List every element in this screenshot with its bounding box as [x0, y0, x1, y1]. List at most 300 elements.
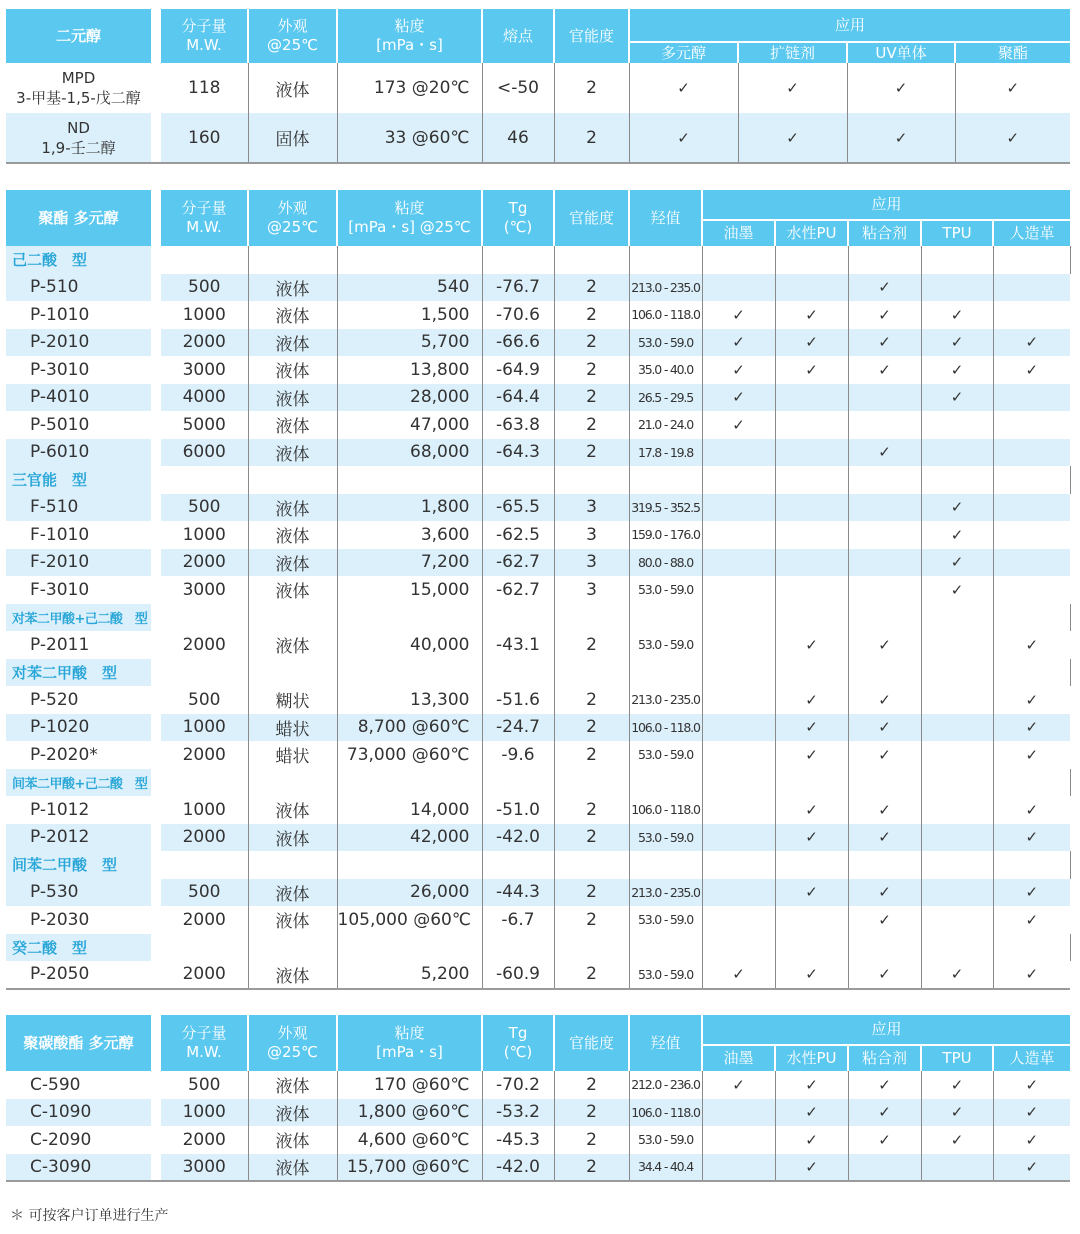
- table-title: 二元醇: [6, 9, 151, 63]
- gap-cell: [151, 384, 161, 412]
- col-mw: 分子量 M.W.: [161, 1015, 248, 1071]
- empty-cell: [921, 246, 993, 274]
- application-check: [702, 439, 775, 467]
- oh-value: 34.4 - 40.4: [629, 1154, 702, 1182]
- application-check: ✓: [702, 301, 775, 329]
- viscosity-value: 105,000 @60℃: [337, 906, 482, 934]
- col-app-tpu: TPU: [921, 1045, 993, 1071]
- oh-value: 213.0 - 235.0: [629, 686, 702, 714]
- empty-cell: [482, 246, 554, 274]
- table-row: [6, 1099, 1070, 1127]
- col-melting-point: 熔点: [482, 9, 554, 63]
- application-check: [775, 576, 848, 604]
- empty-cell: [248, 851, 337, 879]
- col-tg: Tg (℃): [482, 1015, 554, 1071]
- application-check: [775, 521, 848, 549]
- application-check: ✓: [848, 329, 921, 357]
- application-check: [848, 384, 921, 412]
- empty-cell: [921, 659, 993, 687]
- col-app-ink: 油墨: [702, 1045, 775, 1071]
- col-app-waterborne-pu: 水性PU: [775, 1045, 848, 1071]
- gap-cell: [151, 659, 161, 687]
- appearance-value: 液体: [248, 796, 337, 824]
- category-label: 三官能 型: [6, 466, 151, 494]
- appearance-value: 糊状: [248, 686, 337, 714]
- gap-cell: [151, 576, 161, 604]
- col-appearance: 外观 @25℃: [248, 190, 337, 246]
- mw-value: 2000: [161, 906, 248, 934]
- gap-cell: [151, 439, 161, 467]
- oh-value: 53.0 - 59.0: [629, 1126, 702, 1154]
- table-row: [6, 521, 1070, 549]
- empty-cell: [629, 769, 702, 797]
- oh-value: 212.0 - 236.0: [629, 1071, 702, 1099]
- empty-cell: [337, 934, 482, 962]
- viscosity-value: 26,000: [337, 879, 482, 907]
- appearance-value: 液体: [248, 824, 337, 852]
- product-name: P-2012: [6, 824, 151, 852]
- appearance-value: 液体: [248, 274, 337, 302]
- application-check: ✓: [702, 961, 775, 989]
- empty-cell: [775, 934, 848, 962]
- gap-cell: [151, 631, 161, 659]
- col-viscosity: 粘度 [mPa・s]: [337, 9, 482, 63]
- oh-value: 35.0 - 40.0: [629, 356, 702, 384]
- functionality-value: 3: [554, 576, 629, 604]
- functionality-value: 2: [554, 1154, 629, 1182]
- application-check: [848, 549, 921, 577]
- oh-value: 53.0 - 59.0: [629, 906, 702, 934]
- tg-value: -76.7: [482, 274, 554, 302]
- table-row: [6, 411, 1070, 439]
- table-row: [6, 1071, 1070, 1099]
- product-name: P-3010: [6, 356, 151, 384]
- application-check: [702, 714, 775, 742]
- table-row: [6, 824, 1070, 852]
- application-check: [993, 301, 1070, 329]
- empty-cell: [482, 466, 554, 494]
- application-check: ✓: [848, 879, 921, 907]
- mw-value: 1000: [161, 301, 248, 329]
- viscosity-value: 1,500: [337, 301, 482, 329]
- product-name: F-510: [6, 494, 151, 522]
- table-row: [6, 576, 1070, 604]
- application-check: [848, 494, 921, 522]
- application-check: ✓: [848, 906, 921, 934]
- empty-cell: [848, 851, 921, 879]
- empty-cell: [337, 604, 482, 632]
- viscosity-value: 4,600 @60℃: [337, 1126, 482, 1154]
- application-check: ✓: [993, 329, 1070, 357]
- product-name: P-2020*: [6, 741, 151, 769]
- functionality-value: 2: [554, 686, 629, 714]
- gap-cell: [151, 796, 161, 824]
- functionality-value: 2: [554, 1126, 629, 1154]
- tg-value: -60.9: [482, 961, 554, 989]
- tg-value: -70.6: [482, 301, 554, 329]
- category-row: [6, 659, 1070, 687]
- col-oh-value: 羟值: [629, 190, 702, 246]
- application-check: [848, 411, 921, 439]
- oh-value: 106.0 - 118.0: [629, 796, 702, 824]
- oh-value: 159.0 - 176.0: [629, 521, 702, 549]
- empty-cell: [554, 659, 629, 687]
- col-application: 应用: [629, 9, 1070, 42]
- tg-value: -53.2: [482, 1099, 554, 1127]
- col-viscosity: 粘度 [mPa・s]: [337, 1015, 482, 1071]
- application-check: ✓: [993, 1099, 1070, 1127]
- product-name: F-2010: [6, 549, 151, 577]
- empty-cell: [248, 769, 337, 797]
- mw-value: 500: [161, 686, 248, 714]
- tg-value: -44.3: [482, 879, 554, 907]
- gap-cell: [151, 521, 161, 549]
- application-check: [993, 384, 1070, 412]
- application-check: ✓: [993, 686, 1070, 714]
- mw-value: 1000: [161, 521, 248, 549]
- col-tg: Tg (℃): [482, 190, 554, 246]
- category-label: 己二酸 型: [6, 246, 151, 274]
- mw-value: 500: [161, 274, 248, 302]
- empty-cell: [554, 604, 629, 632]
- mw-value: 2000: [161, 961, 248, 989]
- empty-cell: [337, 769, 482, 797]
- table-row: [6, 439, 1070, 467]
- application-check: [993, 576, 1070, 604]
- mw-value: 2000: [161, 329, 248, 357]
- application-check: ✓: [848, 741, 921, 769]
- tg-value: -51.0: [482, 796, 554, 824]
- empty-cell: [775, 604, 848, 632]
- application-check: [702, 686, 775, 714]
- viscosity-value: 540: [337, 274, 482, 302]
- col-app-adhesive: 粘合剂: [848, 1045, 921, 1071]
- application-check: ✓: [921, 1126, 993, 1154]
- col-appearance: 外观 @25℃: [248, 1015, 337, 1071]
- table-row: [6, 631, 1070, 659]
- appearance-value: 液体: [248, 1099, 337, 1127]
- application-check: [921, 439, 993, 467]
- gap-cell: [151, 604, 161, 632]
- empty-cell: [921, 604, 993, 632]
- product-name: P-2010: [6, 329, 151, 357]
- empty-cell: [921, 769, 993, 797]
- empty-cell: [629, 466, 702, 494]
- product-name: C-590: [6, 1071, 151, 1099]
- appearance-value: 液体: [248, 1071, 337, 1099]
- viscosity-value: 28,000: [337, 384, 482, 412]
- empty-cell: [921, 934, 993, 962]
- table-row: [6, 494, 1070, 522]
- viscosity-value: 73,000 @60℃: [337, 741, 482, 769]
- col-appearance: 外观 @25℃: [248, 9, 337, 63]
- viscosity-value: 1,800: [337, 494, 482, 522]
- application-check: ✓: [921, 961, 993, 989]
- col-functionality: 官能度: [554, 9, 629, 63]
- empty-cell: [848, 466, 921, 494]
- polyester-polyol-table: [6, 190, 1070, 990]
- tg-value: -66.6: [482, 329, 554, 357]
- category-label: 癸二酸 型: [6, 934, 151, 962]
- application-check: [702, 1099, 775, 1127]
- viscosity-value: 3,600: [337, 521, 482, 549]
- tg-value: -62.5: [482, 521, 554, 549]
- empty-cell: [629, 851, 702, 879]
- viscosity-value: 7,200: [337, 549, 482, 577]
- appearance-value: 液体: [248, 494, 337, 522]
- application-check: ✓: [993, 714, 1070, 742]
- gap-cell: [151, 686, 161, 714]
- appearance-value: 液体: [248, 906, 337, 934]
- col-app-polyester: 聚酯: [955, 42, 1070, 63]
- application-check: ✓: [775, 714, 848, 742]
- empty-cell: [702, 934, 775, 962]
- empty-cell: [248, 659, 337, 687]
- application-check: ✓: [775, 356, 848, 384]
- gap-cell: [151, 1071, 161, 1099]
- empty-cell: [482, 851, 554, 879]
- functionality-value: 2: [554, 796, 629, 824]
- appearance-value: 液体: [248, 549, 337, 577]
- gap-cell: [151, 411, 161, 439]
- empty-cell: [775, 851, 848, 879]
- table-row: [6, 356, 1070, 384]
- application-check: ✓: [921, 356, 993, 384]
- application-check: ✓: [993, 741, 1070, 769]
- application-check: [702, 1126, 775, 1154]
- oh-value: 26.5 - 29.5: [629, 384, 702, 412]
- viscosity-value: 13,800: [337, 356, 482, 384]
- empty-cell: [161, 659, 248, 687]
- application-check: [921, 411, 993, 439]
- gap-cell: [151, 1099, 161, 1127]
- product-name: P-2050: [6, 961, 151, 989]
- functionality-value: 2: [554, 329, 629, 357]
- empty-cell: [993, 851, 1070, 879]
- oh-value: 53.0 - 59.0: [629, 961, 702, 989]
- empty-cell: [161, 851, 248, 879]
- oh-value: 17.8 - 19.8: [629, 439, 702, 467]
- oh-value: 106.0 - 118.0: [629, 1099, 702, 1127]
- application-check: [921, 274, 993, 302]
- col-mw: 分子量 M.W.: [161, 190, 248, 246]
- functionality-value: 2: [554, 741, 629, 769]
- viscosity-value: 40,000: [337, 631, 482, 659]
- application-check: ✓: [848, 356, 921, 384]
- application-check: ✓: [993, 1154, 1070, 1182]
- product-name: P-4010: [6, 384, 151, 412]
- application-check: [775, 906, 848, 934]
- application-check: ✓: [848, 1071, 921, 1099]
- application-check: ✓: [993, 961, 1070, 989]
- functionality-value: 2: [554, 301, 629, 329]
- table-row: [6, 879, 1070, 907]
- application-check: ✓: [921, 521, 993, 549]
- appearance-value: 液体: [248, 576, 337, 604]
- empty-cell: [775, 466, 848, 494]
- empty-cell: [993, 246, 1070, 274]
- application-check: [702, 274, 775, 302]
- appearance-value: 蜡状: [248, 741, 337, 769]
- col-app-adhesive: 粘合剂: [848, 220, 921, 246]
- viscosity-value: 14,000: [337, 796, 482, 824]
- product-name: P-1010: [6, 301, 151, 329]
- table-row: [6, 906, 1070, 934]
- application-check: ✓: [993, 356, 1070, 384]
- product-name: F-1010: [6, 521, 151, 549]
- appearance-value: 液体: [248, 961, 337, 989]
- appearance-value: 液体: [248, 439, 337, 467]
- gap-cell: [151, 851, 161, 879]
- application-check: [921, 824, 993, 852]
- tg-value: -64.9: [482, 356, 554, 384]
- application-check: [921, 741, 993, 769]
- col-app-polyol: 多元醇: [629, 42, 738, 63]
- functionality-value: 2: [554, 879, 629, 907]
- oh-value: 21.0 - 24.0: [629, 411, 702, 439]
- product-name: C-2090: [6, 1126, 151, 1154]
- empty-cell: [554, 769, 629, 797]
- gap-cell: [151, 714, 161, 742]
- tg-value: -63.8: [482, 411, 554, 439]
- category-label: 间苯二甲酸+己二酸 型: [6, 769, 151, 797]
- application-check: [702, 631, 775, 659]
- application-check: [921, 714, 993, 742]
- table-row: [6, 961, 1070, 989]
- application-check: ✓: [921, 329, 993, 357]
- application-check: ✓: [775, 741, 848, 769]
- functionality-value: 2: [554, 274, 629, 302]
- empty-cell: [629, 659, 702, 687]
- application-check: ✓: [848, 274, 921, 302]
- application-check: [702, 1154, 775, 1182]
- application-check: ✓: [848, 686, 921, 714]
- empty-cell: [554, 246, 629, 274]
- empty-cell: [554, 851, 629, 879]
- col-application: 应用: [702, 190, 1070, 220]
- table-row: [6, 329, 1070, 357]
- application-check: ✓: [848, 796, 921, 824]
- tg-value: -64.4: [482, 384, 554, 412]
- mw-value: 1000: [161, 1099, 248, 1127]
- empty-cell: [921, 851, 993, 879]
- oh-value: 319.5 - 352.5: [629, 494, 702, 522]
- application-check: [921, 796, 993, 824]
- col-app-synthetic-leather: 人造革: [993, 1045, 1070, 1071]
- tg-value: -64.3: [482, 439, 554, 467]
- empty-cell: [629, 934, 702, 962]
- empty-cell: [993, 604, 1070, 632]
- empty-cell: [161, 934, 248, 962]
- mw-value: 2000: [161, 549, 248, 577]
- col-oh-value: 羟值: [629, 1015, 702, 1071]
- application-check: ✓: [955, 63, 1070, 113]
- melting-point-value: 46: [482, 113, 554, 163]
- gap-cell: [151, 1126, 161, 1154]
- tg-value: -42.0: [482, 1154, 554, 1182]
- mw-value: 118: [161, 63, 248, 113]
- mw-value: 6000: [161, 439, 248, 467]
- functionality-value: 3: [554, 549, 629, 577]
- col-app-uv-monomer: UV单体: [847, 42, 955, 63]
- empty-cell: [248, 934, 337, 962]
- gap-cell: [151, 494, 161, 522]
- empty-cell: [702, 246, 775, 274]
- table-row: [6, 741, 1070, 769]
- product-name: MPD 3-甲基-1,5-戊二醇: [6, 63, 151, 113]
- oh-value: 53.0 - 59.0: [629, 576, 702, 604]
- viscosity-value: 1,800 @60℃: [337, 1099, 482, 1127]
- application-check: ✓: [955, 113, 1070, 163]
- table-row: [6, 1154, 1070, 1182]
- empty-cell: [337, 246, 482, 274]
- viscosity-value: 5,700: [337, 329, 482, 357]
- application-check: ✓: [775, 301, 848, 329]
- gap-cell: [151, 356, 161, 384]
- oh-value: 213.0 - 235.0: [629, 274, 702, 302]
- tg-value: -65.5: [482, 494, 554, 522]
- table-row: [6, 796, 1070, 824]
- mw-value: 1000: [161, 796, 248, 824]
- application-check: ✓: [702, 329, 775, 357]
- col-app-tpu: TPU: [921, 220, 993, 246]
- application-check: ✓: [775, 329, 848, 357]
- empty-cell: [337, 851, 482, 879]
- table-row: [6, 63, 1070, 113]
- tg-value: -45.3: [482, 1126, 554, 1154]
- appearance-value: 液体: [248, 356, 337, 384]
- viscosity-value: 170 @60℃: [337, 1071, 482, 1099]
- application-check: ✓: [775, 824, 848, 852]
- tg-value: -62.7: [482, 549, 554, 577]
- application-check: [848, 1154, 921, 1182]
- empty-cell: [702, 466, 775, 494]
- appearance-value: 液体: [248, 384, 337, 412]
- mw-value: 2000: [161, 631, 248, 659]
- application-check: [993, 439, 1070, 467]
- application-check: [702, 741, 775, 769]
- application-check: ✓: [993, 824, 1070, 852]
- mw-value: 3000: [161, 1154, 248, 1182]
- application-check: [921, 686, 993, 714]
- table-row: [6, 113, 1070, 163]
- col-viscosity: 粘度 [mPa・s] @25℃: [337, 190, 482, 246]
- mw-value: 1000: [161, 714, 248, 742]
- application-check: [702, 494, 775, 522]
- functionality-value: 2: [554, 411, 629, 439]
- functionality-value: 2: [554, 631, 629, 659]
- functionality-value: 2: [554, 113, 629, 163]
- appearance-value: 液体: [248, 1154, 337, 1182]
- empty-cell: [775, 769, 848, 797]
- appearance-value: 液体: [248, 63, 337, 113]
- empty-cell: [482, 659, 554, 687]
- tg-value: -24.7: [482, 714, 554, 742]
- gap-cell: [151, 549, 161, 577]
- application-check: [848, 576, 921, 604]
- application-check: ✓: [775, 1071, 848, 1099]
- category-row: [6, 851, 1070, 879]
- oh-value: 213.0 - 235.0: [629, 879, 702, 907]
- viscosity-value: 173 @20℃: [337, 63, 482, 113]
- application-check: ✓: [921, 384, 993, 412]
- appearance-value: 液体: [248, 1126, 337, 1154]
- gap-cell: [151, 879, 161, 907]
- functionality-value: 2: [554, 824, 629, 852]
- application-check: [921, 906, 993, 934]
- category-row: [6, 769, 1070, 797]
- product-name: P-5010: [6, 411, 151, 439]
